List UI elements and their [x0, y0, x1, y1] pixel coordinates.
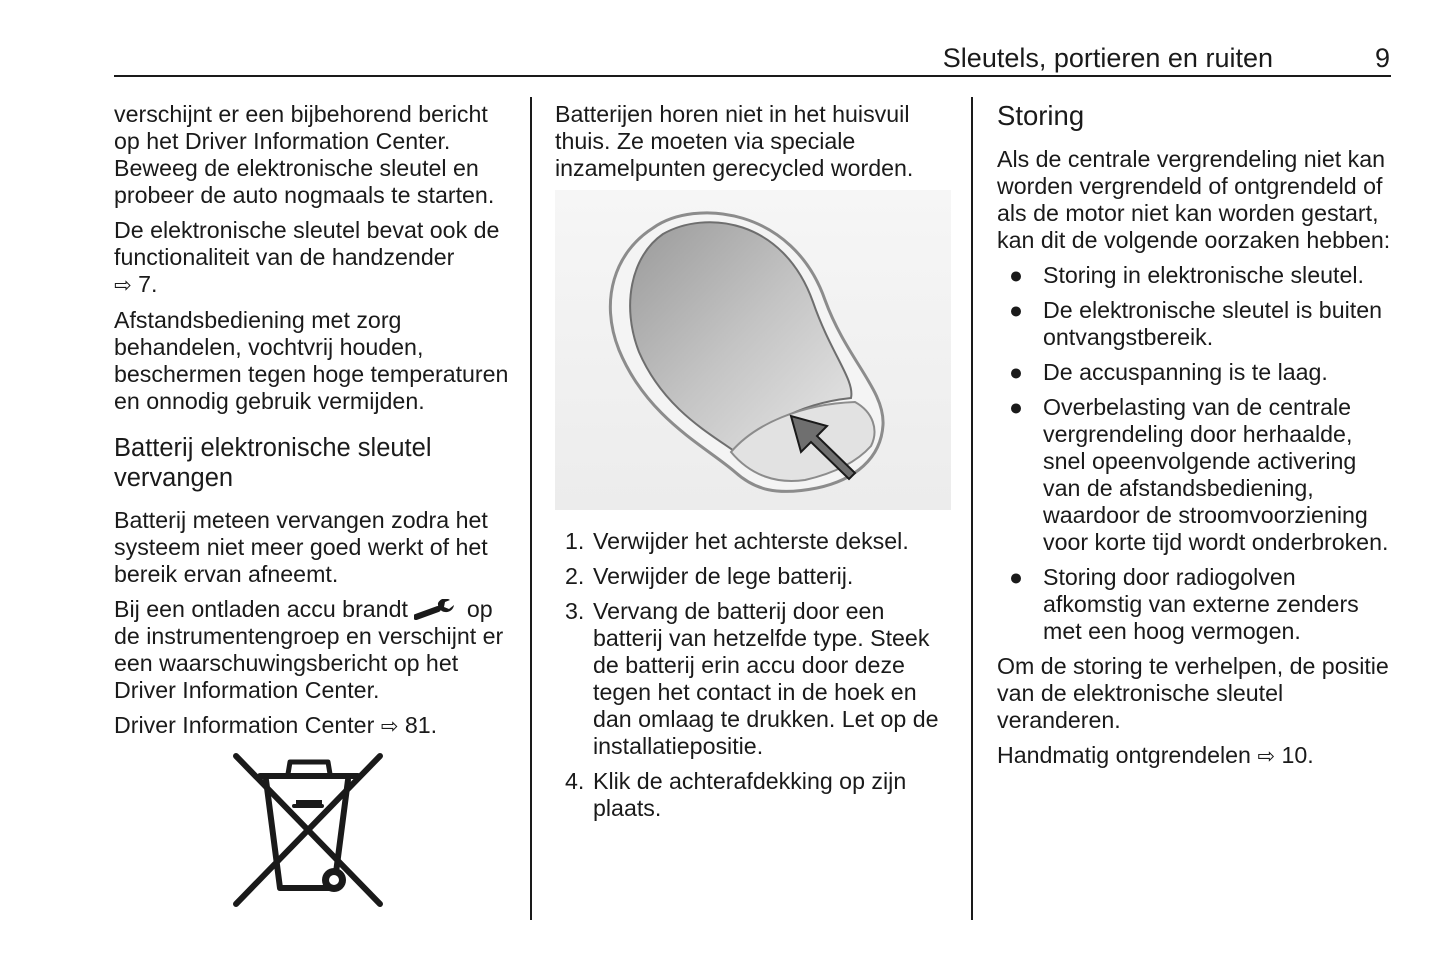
step-number: 2.: [565, 563, 585, 589]
column-3: [997, 101, 1395, 778]
bullet-icon: ●: [1009, 297, 1024, 323]
list-item-text: Storing in elektronische sleutel.: [1043, 262, 1364, 288]
instruction-steps: [555, 528, 955, 822]
crossed-out-bin-icon: [230, 750, 388, 910]
paragraph-text: op de instrumentengroep en verschijnt er een waarschuwingsbericht op het Driver Information Center.: [114, 596, 504, 703]
paragraph: Om de storing te verhelpen, de positie van de elektronische sleutel veranderen.: [997, 653, 1389, 733]
paragraph: [114, 596, 512, 704]
list-item: [555, 528, 955, 555]
page-reference-arrow-icon: ⇨: [380, 715, 399, 738]
step-text: Verwijder het achterste deksel.: [593, 528, 909, 554]
causes-list: [997, 262, 1395, 645]
paragraph-text: Bij een ontladen accu brandt: [114, 596, 408, 622]
bullet-icon: ●: [1009, 394, 1024, 420]
paragraph: Batterijen horen niet in het huisvuil thuis. Ze moeten via speciale inzamelpunten gerecycled worden.: [555, 101, 914, 181]
step-text: Klik de achterafdekking op zijn plaats.: [593, 768, 907, 821]
page-reference-link[interactable]: 7.: [138, 271, 158, 297]
list-item-text: De elektronische sleutel is buiten ontvangstbereik.: [1043, 297, 1382, 350]
paragraph: Als de centrale vergrendeling niet kan worden vergrendeld of ontgrendeld of als de motor niet kan worden gestart, kan dit de volgende oorzaken hebben:: [997, 146, 1391, 253]
paragraph: Afstandsbediening met zorg behandelen, vochtvrij houden, beschermen tegen hoge temperaturen en onnodig gebruik vermijden.: [114, 307, 509, 414]
step-text: Verwijder de lege batterij.: [593, 563, 854, 589]
section-heading: Storing: [997, 100, 1085, 131]
step-number: 3.: [565, 598, 585, 624]
list-item: [555, 598, 955, 760]
bullet-icon: ●: [1009, 564, 1024, 590]
electronic-key-illustration: [555, 190, 951, 510]
paragraph: [114, 712, 512, 740]
list-item: [997, 297, 1395, 351]
paragraph: verschijnt er een bijbehorend bericht op het Driver Information Center. Beweeg de elektronische sleutel en probeer de auto nogmaals te starten.: [114, 101, 495, 208]
list-item-text: Overbelasting van de centrale vergrendeling door herhaalde, snel opeenvolgende activering van de afstandsbediening, waardoor de stroomvoorziening voor korte tijd wordt onderbroken.: [1043, 394, 1389, 555]
list-item: [997, 262, 1395, 289]
wrench-icon: [414, 599, 460, 621]
paragraph-text: Handmatig ontgrendelen: [997, 742, 1251, 768]
column-1: [114, 101, 512, 910]
paragraph: [114, 217, 512, 299]
list-item-text: De accuspanning is te laag.: [1043, 359, 1328, 385]
list-item: [997, 359, 1395, 386]
list-item: [997, 394, 1395, 556]
page-reference-arrow-icon: ⇨: [1257, 745, 1276, 768]
step-text: Vervang de batterij door een batterij van hetzelfde type. Steek de batterij erin accu door deze tegen het contact in de hoek en dan omlaag te drukken. Let op de installatiepositie.: [593, 598, 939, 759]
page-reference-arrow-icon: ⇨: [114, 274, 132, 297]
list-item: [997, 564, 1395, 645]
paragraph: [997, 742, 1395, 770]
column-divider-2: [971, 97, 973, 920]
page-header-title: Sleutels, portieren en ruiten: [942, 43, 1273, 73]
page-reference-link[interactable]: 81.: [404, 712, 438, 738]
list-item-text: Storing door radiogolven afkomstig van externe zenders met een hoog vermogen.: [1043, 564, 1359, 644]
paragraph: Batterij meteen vervangen zodra het systeem niet meer goed werkt of het bereik ervan afneemt.: [114, 507, 488, 587]
bullet-icon: ●: [1009, 359, 1024, 385]
step-number: 4.: [565, 768, 585, 794]
column-2: [555, 101, 955, 830]
header-rule: [114, 75, 1391, 77]
page-reference-link[interactable]: 10.: [1281, 742, 1314, 768]
list-item: [555, 563, 955, 590]
step-number: 1.: [565, 528, 585, 554]
paragraph-text: De elektronische sleutel bevat ook de functionaliteit van de handzender: [114, 217, 500, 270]
section-heading: Batterij elektronische sleutel vervangen: [114, 434, 432, 492]
bullet-icon: ●: [1009, 262, 1024, 288]
list-item: [555, 768, 955, 822]
paragraph-text: Driver Information Center: [114, 712, 375, 738]
column-divider-1: [530, 97, 532, 920]
page-number: 9: [1374, 43, 1390, 73]
